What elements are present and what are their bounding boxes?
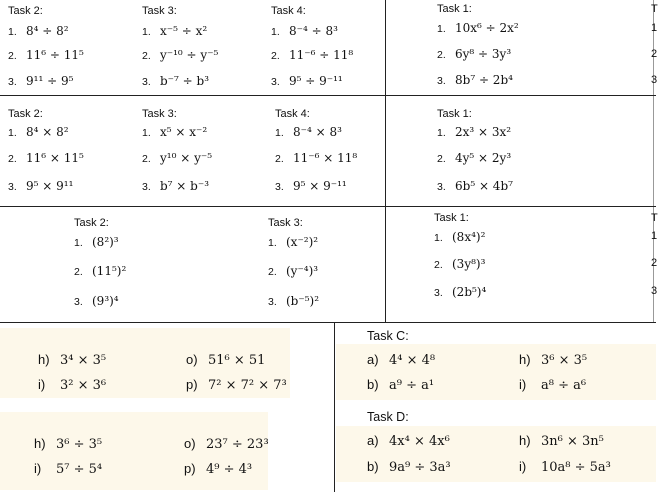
question: 1. x⁵ × x⁻² [142, 125, 208, 139]
question: 1. 10x⁶ ÷ 2x² [437, 21, 519, 35]
exercise-item: o) 51⁶ × 51 [186, 352, 266, 368]
cropped-edge-mark: 1 [651, 230, 658, 242]
exercise-item: p) 4⁹ ÷ 4³ [184, 461, 253, 477]
exercise-item: i) a⁸ ÷ a⁶ [519, 377, 587, 393]
question: 2. 11⁻⁶ × 11⁸ [275, 151, 358, 165]
exercise-item: i) 10a⁸ ÷ 5a³ [519, 459, 611, 475]
question: 3. (2b⁵)⁴ [434, 285, 487, 299]
question: 1. 2x³ × 3x² [437, 125, 512, 139]
question: 3. b⁻⁷ ÷ b³ [142, 74, 210, 88]
exercise-item: i) 3² × 3⁶ [38, 377, 107, 393]
cropped-edge-mark: 2 [651, 48, 658, 60]
question: 2. (11⁵)² [74, 264, 127, 278]
task-header: Task 4: [271, 5, 306, 17]
task-header: Task 2: [8, 108, 43, 120]
question: 3. 8b⁷ ÷ 2b⁴ [437, 73, 513, 87]
cropped-edge-mark: 2 [651, 257, 658, 269]
exercise-item: a) 4x⁴ × 4x⁶ [367, 433, 450, 449]
question: 3. b⁷ × b⁻³ [142, 179, 210, 193]
cropped-edge-mark: 3 [651, 74, 658, 86]
question: 1. 8⁴ × 8² [8, 125, 69, 139]
task-header: Task 4: [275, 108, 310, 120]
question: 1. 8⁴ ÷ 8² [8, 24, 69, 38]
exercise-item: h) 3⁶ × 3⁵ [519, 352, 588, 368]
exercise-item: h) 3⁴ × 3⁵ [38, 352, 107, 368]
question: 3. 9⁵ × 9¹¹ [8, 179, 74, 193]
question: 3. (9³)⁴ [74, 294, 119, 308]
divider-top-main [385, 0, 386, 322]
exercise-item: b) a⁹ ÷ a¹ [367, 377, 435, 393]
question: 3. (b⁻⁵)² [268, 294, 319, 308]
cropped-edge-mark: T [651, 212, 658, 224]
exercise-item: p) 7² × 7² × 7³ [186, 377, 287, 393]
question: 2. (3y⁸)³ [434, 257, 486, 271]
exercise-item: h) 3n⁶ × 3n⁵ [519, 433, 604, 449]
question: 2. 11⁻⁶ ÷ 11⁸ [271, 48, 354, 62]
question: 2. (y⁻⁴)³ [268, 264, 319, 278]
question: 2. 11⁶ × 11⁵ [8, 151, 84, 165]
divider-row-3 [0, 322, 656, 323]
question: 2. 4y⁵ × 2y³ [437, 151, 512, 165]
task-c-header: Task C: [367, 329, 409, 343]
exercise-item: b) 9a⁹ ÷ 3a³ [367, 459, 451, 475]
task-d-header: Task D: [367, 410, 409, 424]
question: 1. (8²)³ [74, 235, 119, 249]
task-header: Task 3: [142, 108, 177, 120]
cropped-edge-mark: T [651, 3, 658, 15]
task-header: Task 1: [437, 3, 472, 15]
question: 2. y¹⁰ × y⁻⁵ [142, 151, 213, 165]
question: 1. 8⁻⁴ × 8³ [275, 125, 342, 139]
task-header: Task 1: [437, 108, 472, 120]
exercise-item: o) 23⁷ ÷ 23³ [184, 436, 269, 452]
question: 1. (8x⁴)² [434, 230, 486, 244]
question: 2. 6y⁸ ÷ 3y³ [437, 47, 512, 61]
divider-row-1 [0, 95, 656, 96]
question: 1. 8⁻⁴ ÷ 8³ [271, 24, 338, 38]
question: 1. (x⁻²)² [268, 235, 319, 249]
task-header: Task 3: [142, 5, 177, 17]
task-header: Task 2: [74, 217, 109, 229]
cropped-edge-mark: 1 [651, 22, 658, 34]
task-header: Task 2: [8, 5, 43, 17]
question: 3. 9⁵ × 9⁻¹¹ [275, 179, 347, 193]
question: 2. y⁻¹⁰ ÷ y⁻⁵ [142, 48, 219, 62]
divider-bottom [334, 322, 335, 492]
task-header: Task 1: [434, 212, 469, 224]
exercise-item: a) 4⁴ × 4⁸ [367, 352, 436, 368]
task-header: Task 3: [268, 217, 303, 229]
question: 3. 9⁵ ÷ 9⁻¹¹ [271, 74, 343, 88]
exercise-item: i) 5⁷ ÷ 5⁴ [34, 461, 103, 477]
question: 3. 9¹¹ ÷ 9⁵ [8, 74, 74, 88]
cropped-edge-mark: 3 [651, 285, 658, 297]
question: 1. x⁻⁵ ÷ x² [142, 24, 208, 38]
question: 3. 6b⁵ × 4b⁷ [437, 179, 513, 193]
question: 2. 11⁶ ÷ 11⁵ [8, 48, 84, 62]
divider-row-2 [0, 206, 656, 207]
exercise-item: h) 3⁶ ÷ 3⁵ [34, 436, 103, 452]
